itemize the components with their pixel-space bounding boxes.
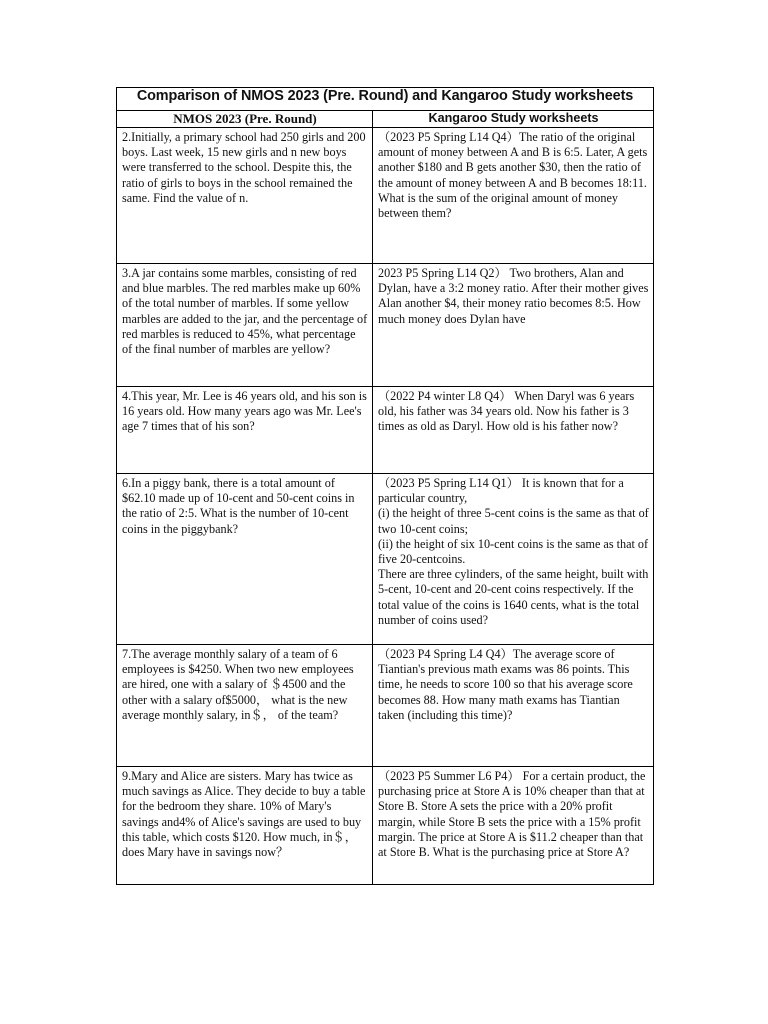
header-row [117, 111, 654, 128]
table-row [117, 128, 654, 264]
nmos-question: 7.The average monthly salary of a team of 6 employees is $4250. When two new employees are hired, one with a salary of ＄4500 and the other with a salary of$5000， what is the new average monthly salary, in＄， of the team? [117, 645, 373, 767]
kangaroo-question: （2023 P5 Summer L6 P4） For a certain product, the purchasing price at Store A is 10% cheaper than that at Store B. Store A sets the price with a 20% profit margin, while Store B sets the price with a 15% profit margin. The price at Store A is $11.2 cheaper than that at Store B. What is the purchasing price at Store A? [373, 767, 654, 885]
table-row [117, 767, 654, 885]
comparison-table [116, 87, 654, 885]
column-header-kangaroo: Kangaroo Study worksheets [373, 111, 654, 128]
nmos-question: 9.Mary and Alice are sisters. Mary has twice as much savings as Alice. They decide to buy a table for the bedroom they share. 10% of Mary's savings and4% of Alice's savings are used to buy this table, which costs $120. How much, in＄， does Mary have in savings now？ [117, 767, 373, 885]
kangaroo-question: （2023 P5 Spring L14 Q1） It is known that for a particular country, (i) the height of three 5-cent coins is the same as that of two 10-cent coins; (ii) the height of six 10-cent coins is the same as that of five 20-centcoins. There are three cylinders, of the same height, built with 5-cent, 10-cent and 20-cent coins respectively. If the total value of the coins is 1640 cents, what is the total number of coins used? [373, 474, 654, 645]
table-title: Comparison of NMOS 2023 (Pre. Round) and Kangaroo Study worksheets [117, 88, 654, 111]
nmos-question: 4.This year, Mr. Lee is 46 years old, and his son is 16 years old. How many years ago was Mr. Lee's age 7 times that of his son? [117, 387, 373, 474]
table-row [117, 474, 654, 645]
kangaroo-question: 2023 P5 Spring L14 Q2） Two brothers, Alan and Dylan, have a 3:2 money ratio. After their mother gives Alan another $4, their money ratio becomes 8:5. How much money does Dylan have [373, 264, 654, 387]
kangaroo-question: （2023 P5 Spring L14 Q4）The ratio of the original amount of money between A and B is 6:5. Later, A gets another $180 and B gets another $30, then the ratio of the amount of money between A and B becomes 18:11. What is the sum of the original amount of money between them? [373, 128, 654, 264]
nmos-question: 2.Initially, a primary school had 250 girls and 200 boys. Last week, 15 new girls and n new boys were transferred to the school. Despite this, the ratio of girls to boys in the school remained the same. Find the value of n. [117, 128, 373, 264]
nmos-question: 6.In a piggy bank, there is a total amount of $62.10 made up of 10-cent and 50-cent coins in the ratio of 2:5. What is the number of 10-cent coins in the piggybank? [117, 474, 373, 645]
title-row [117, 88, 654, 111]
table-row [117, 264, 654, 387]
nmos-question: 3.A jar contains some marbles, consisting of red and blue marbles. The red marbles make up 60% of the total number of marbles. If some yellow marbles are added to the jar, and the percentage of red marbles is reduced to 45%, what percentage of the final number of marbles are yellow? [117, 264, 373, 387]
table-row [117, 387, 654, 474]
kangaroo-question: （2022 P4 winter L8 Q4） When Daryl was 6 years old, his father was 34 years old. Now his father is 3 times as old as Daryl. How old is his father now? [373, 387, 654, 474]
column-header-nmos: NMOS 2023 (Pre. Round) [117, 111, 373, 128]
table-row [117, 645, 654, 767]
kangaroo-question: （2023 P4 Spring L4 Q4）The average score of Tiantian's previous math exams was 86 points. This time, he needs to score 100 so that his average score becomes 88. How many math exams has Tiantian taken (including this time)? [373, 645, 654, 767]
